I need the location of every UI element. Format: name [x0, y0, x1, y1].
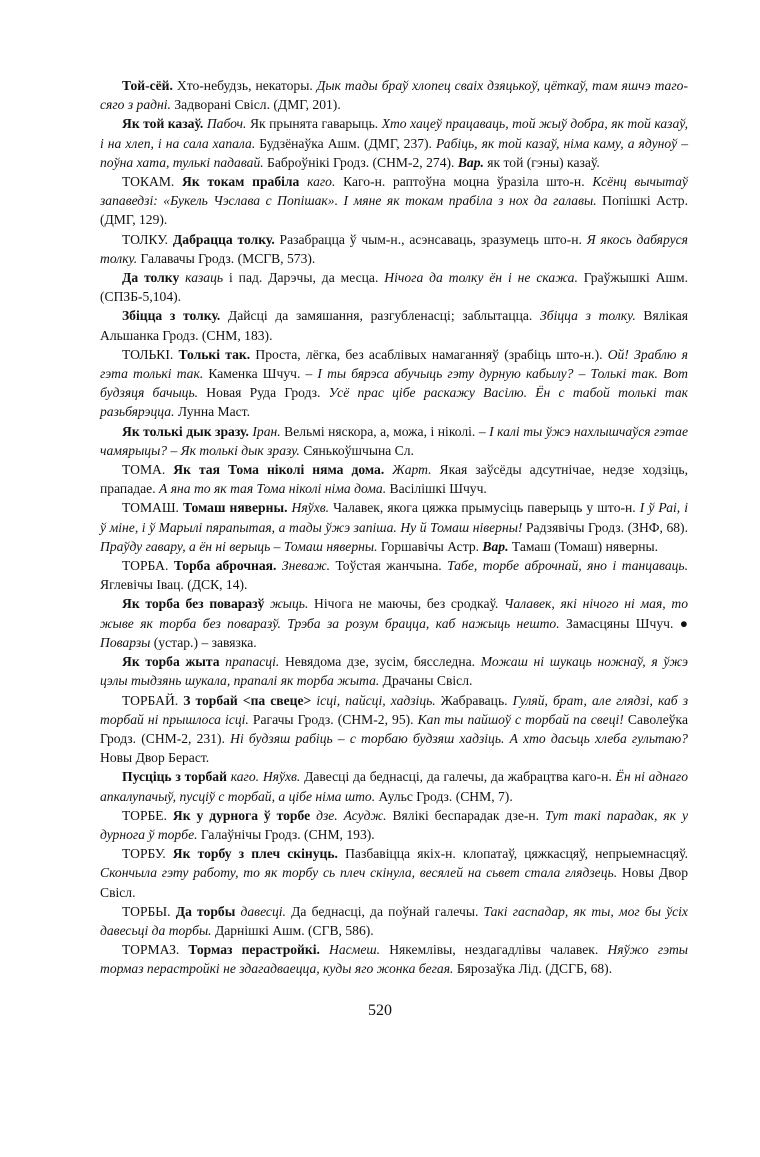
entry — [100, 345, 688, 422]
entry — [100, 498, 688, 556]
segment: ТОКАМ. — [122, 174, 183, 190]
segment: Галавачы Гродз. (МСГВ, 573). — [137, 250, 316, 266]
segment: Пабоч. — [206, 116, 247, 132]
segment: Някемлівы, нездагадлівы чалавек. — [380, 942, 608, 958]
segment: жыць. — [270, 596, 309, 612]
segment: як той (гэны) казаў. — [483, 154, 600, 170]
entry — [100, 556, 688, 594]
segment — [320, 942, 329, 957]
segment: ТОРБЕ. — [122, 807, 173, 823]
segment: Вялікі беспарадак дзе-н. — [386, 807, 545, 823]
segment: Радзявічы Гродз. (ЗНФ, 68). — [522, 519, 688, 535]
segment: Пазбавіцца якіх-н. клопатаў, цяжкасцяў, непрыемнасцяў. — [337, 846, 688, 862]
segment: Рабіць, як той казаў, німа каму, а ядуноў – поўна хата, тулькі падавай. — [100, 135, 688, 170]
segment: ТОРБАЙ. — [122, 692, 184, 708]
segment: казаць — [185, 270, 224, 286]
segment: і пад. Дарэчы, да месца. — [223, 270, 385, 286]
segment: Ой! Зраблю я гэта толькі так. — [100, 346, 688, 382]
entry — [100, 306, 688, 344]
segment: Новы Двор Свісл. — [100, 865, 688, 900]
segment: Дабрацца толку. — [172, 231, 275, 247]
segment: Як прынята гаварыць. — [246, 116, 382, 132]
entry — [100, 691, 688, 768]
segment: Няўжо гэты тормаз перастройкі не здагадваецца, куды яго жонка бегая. — [100, 942, 688, 977]
entry — [100, 422, 688, 460]
segment: Замасцяны Шчуч. ● — [559, 615, 689, 631]
segment: Бярозаўка Лід. (ДСГБ, 68). — [453, 961, 613, 977]
segment: ТОЛЬКІ. — [122, 346, 179, 362]
segment: Як торбу з плеч скінуць. — [172, 846, 338, 862]
segment: Чалавек, які нічого ні мая, то жыве як торба без поваразў. Трэба за розум брацца, каб нажыць нешто. — [100, 596, 689, 631]
segment: Чалавек, якога цяжка прымусіць паверыць у штo-н. — [329, 500, 640, 516]
segment: ТОРМАЗ. — [122, 942, 189, 958]
segment: каго. — [307, 174, 336, 190]
segment: Якая заўсёды адсутнічае, недзе ходзіць, прападае. — [100, 462, 688, 497]
segment — [299, 174, 307, 189]
segment: А яна то як тая Тома ніколі німа дома. — [159, 481, 387, 497]
segment: Да толку — [122, 270, 180, 286]
entry — [100, 902, 688, 940]
segment: З торбай <па свеце> — [183, 692, 312, 708]
segment: Жарт. — [392, 462, 432, 478]
dictionary-text — [100, 76, 688, 979]
segment: Невядома дзе, зусім, бясследна. — [279, 654, 481, 670]
segment: Баброўнікі Гродз. (СНМ-2, 274). — [263, 154, 458, 170]
segment: Тамаш (Томаш) няверны. — [508, 538, 659, 554]
segment: І ў Раі, і ў міне, і ў Марылі пярапытая, а тады ўжэ запіша. Ну й Томаш ніверны! — [100, 500, 688, 535]
segment: Як торба без поваразў — [122, 596, 265, 612]
segment: Тормаз перастройкі. — [188, 942, 320, 958]
entry — [100, 806, 688, 844]
segment: Будзёнаўка Ашм. (ДМГ, 237). — [255, 135, 436, 151]
segment: Такі гаспадар, як ты, мог бы ўсіх давесьці да торбы. — [100, 903, 688, 938]
segment: Хто хацеў працаваць, той жыў добра, як той казаў, і на хлеп, і на сала хапала. — [100, 116, 689, 151]
segment: Поварзы — [100, 634, 151, 650]
segment: Сянькоўшчына Сл. — [299, 442, 414, 458]
segment: Праўду гавару, а ён ні верыць – Томаш няверны. — [100, 538, 378, 554]
segment: І ты бярэса абучыць гэту дурную кабылу? – Толькі так. Вот будзяця бачыць. — [100, 366, 688, 401]
segment: дзе. Асудж. — [316, 807, 387, 823]
segment: Тут такі парадак, як у дурнога ў торбе. — [100, 807, 688, 842]
segment: Аульс Гродз. (СНМ, 7). — [375, 788, 513, 804]
segment: Васілішкі Шчуч. — [386, 481, 487, 497]
segment: каго. Няўхв. — [230, 769, 301, 785]
segment: Яглевічы Івац. (ДСК, 14). — [100, 577, 248, 593]
entry — [100, 844, 688, 902]
segment: Дык тады браў хлопец сваіх дзяцькоў, цёткаў, там яшчэ таго-сяго з радні. — [100, 78, 688, 113]
entry — [100, 76, 688, 114]
segment: Да беднасці, да поўнай галечы. — [285, 903, 484, 919]
segment: Збіцца з толку. — [540, 308, 636, 324]
segment: Горшавічы Астр. — [377, 538, 483, 554]
entry — [100, 460, 688, 498]
segment: Давесці да беднасці, да галечы, да жабрацтва каго-н. — [300, 769, 616, 785]
segment: Як торба жыта — [122, 654, 220, 670]
entry — [100, 114, 688, 172]
segment: Тоўстая жанчына. — [330, 558, 448, 574]
segment: Попішкі Астр. (ДМГ, 129). — [100, 193, 688, 228]
page-number: 520 — [368, 1002, 392, 1019]
segment: давесці. — [240, 903, 286, 919]
segment: ТОРБА. — [122, 558, 174, 574]
segment: Задворані Свісл. (ДМГ, 201). — [170, 97, 341, 113]
segment: Новы Двор Бераст. — [100, 750, 210, 766]
segment: Саволеўка Гродз. (СНМ-2, 231). — [100, 711, 688, 746]
segment: Як у дурнога ў торбе — [172, 807, 311, 823]
segment: Да торбы — [175, 903, 236, 919]
segment: Вялікая Альшанка Гродз. (СНМ, 183). — [100, 308, 688, 343]
entry — [100, 172, 688, 230]
segment: Дайсці да замяшання, разгубленасці; заблытацца. — [220, 308, 540, 324]
segment: Як тая Тома ніколі няма дома. — [173, 462, 385, 478]
segment: Галаўнічы Гродз. (СНМ, 193). — [197, 826, 375, 842]
entry — [100, 594, 688, 652]
segment: Толькі так. — [178, 346, 251, 362]
segment: ТОМА. — [122, 462, 174, 478]
segment: ісці, пайсці, хадзіць. — [316, 692, 436, 708]
segment: Каменка Шчуч. – — [203, 366, 318, 382]
segment: Ксёнц вычытаў запаведзі: «Букель Чэслава с Попішак». І мяне як токам прабіла з нох да галавы. — [100, 174, 688, 209]
segment: Дарнішкі Ашм. (СГВ, 586). — [211, 922, 374, 938]
segment: Нічога не маючы, без сродкаў. — [308, 596, 505, 612]
segment: І калі ты ўжэ нахлышчаўся гэтае чамярыцы? – Як толькі дык зразу. — [100, 423, 688, 458]
segment: ТОРБЫ. — [122, 903, 176, 919]
segment: Зневаж. — [281, 558, 331, 574]
segment: Няўхв. — [291, 500, 330, 516]
segment: ТОМАШ. — [122, 500, 184, 516]
segment: Той-сёй. — [122, 78, 173, 93]
segment: Скончыла гэту работу, то як торбу сь плеч скінула, весялей на сьвет стала глядзець. — [100, 865, 618, 881]
segment: Нічога да толку ён і не скажа. — [384, 270, 578, 286]
segment: Вельмі няскора, а, можа, і ніколі. – — [280, 423, 490, 439]
segment: Разабрацца ў чым-н., асэнсаваць, зразумець што-н. — [274, 231, 587, 247]
segment: Лунна Маст. — [174, 404, 250, 420]
segment: прапасці. — [225, 654, 280, 670]
entry — [100, 230, 688, 268]
segment: Іран. — [252, 423, 281, 439]
segment: Драчаны Свісл. — [379, 673, 473, 689]
segment: Рагачы Гродз. (СНМ-2, 95). — [248, 711, 418, 727]
segment: Як той казаў. — [122, 116, 204, 132]
entry — [100, 767, 688, 805]
segment: Гуляй, брат, але глядзі, каб з торбай ні прышлоса ісці. — [100, 692, 688, 727]
segment: Ён ні аднаго апкалупачыў, пусціў с торбай, а цібе німа што. — [100, 769, 688, 804]
segment: Томаш няверны. — [183, 500, 288, 516]
segment: Новая Руда Гродз. — [198, 385, 329, 401]
segment: Ні будзяш рабіць – с торбаю будзяш хадзіць. А хто дасьць хлеба гультаю? — [230, 730, 688, 746]
segment: Насмеш. — [329, 942, 381, 958]
segment: Хто-небудзь, некаторы. — [172, 78, 317, 93]
segment: Граўжышкі Ашм. (СПЗБ-5,104). — [100, 270, 688, 305]
segment: ТОРБУ. — [122, 846, 173, 862]
segment: Проста, лёгка, без асаблівых намаганняў (зрабіць што-н.). — [250, 346, 608, 362]
segment: Жабраваць. — [435, 692, 513, 708]
segment: Усё прас цібе раскажу Васілю. Ён с табой толькі так разьбярэцца. — [100, 385, 688, 420]
segment: Я якось дабяруся толку. — [100, 231, 689, 266]
segment: Збіцца з толку. — [122, 308, 221, 324]
segment: ТОЛКУ. — [122, 231, 173, 247]
segment: Табе, торбе аброчнай, яно і танцаваць. — [447, 558, 688, 574]
entry — [100, 652, 688, 690]
segment: Пусціць з торбай — [122, 769, 227, 785]
segment: (устар.) – завязка. — [150, 634, 257, 650]
entry — [100, 268, 688, 306]
segment: Як толькі дык зразу. — [122, 423, 249, 439]
segment: Можаш ні шукаць ножнаў, я ўжэ цэлы тыдзянь шукала, прапалі як торба жыта. — [100, 654, 688, 689]
entry — [100, 940, 688, 978]
segment: Вар. — [482, 538, 509, 554]
segment: Кап ты пайшоў с торбай па свеці! — [417, 711, 624, 727]
segment: Вар. — [457, 154, 484, 170]
segment: Як токам прабіла — [182, 174, 300, 190]
segment: Торба аброчная. — [173, 558, 277, 574]
segment: Каго-н. раптоўна моцна ўразіла што-н. — [335, 174, 593, 190]
